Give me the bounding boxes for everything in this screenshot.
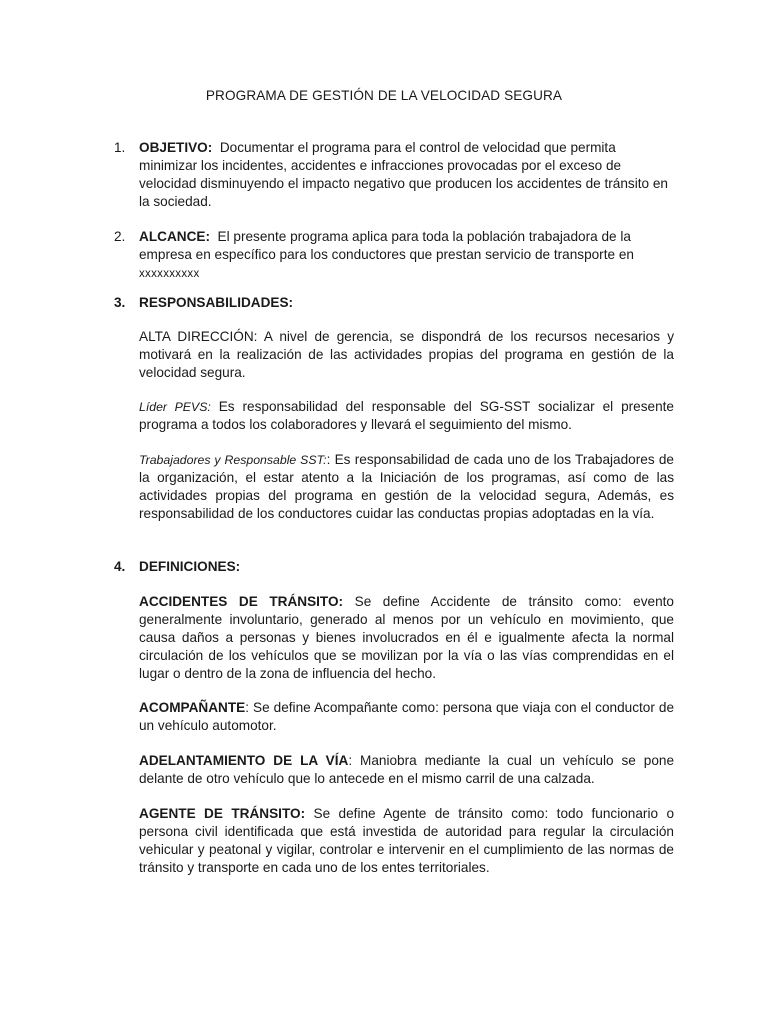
definition-term: ACCIDENTES DE TRÁNSITO: <box>139 594 344 609</box>
section-heading: DEFINICIONES: <box>139 559 241 574</box>
definition-term: ACOMPAÑANTE <box>139 700 246 715</box>
trabajadores-text: : Es responsabilidad de cada uno de los Trabajadores de la organización, el estar atento a la Iniciación de los programas, así como de las actividades propias del programa en gestión de la velocidad segura, Además, es responsabilidad de los conductores cuidar las conductas propias adoptadas en la vía. <box>139 452 674 521</box>
trabajadores-label: Trabajadores y Responsable SST: <box>139 453 327 467</box>
section-text: El presente programa aplica para toda la población trabajadora de la empresa en específico para los conductores que prestan servicio de transporte en <box>139 229 634 262</box>
definition-text: Se define Accidente de tránsito como: evento generalmente involuntario, generado al menos por un vehículo en movimiento, que causa daños a personas y bienes involucrados en él e igualmente afecta la normal circulación de los vehículos que se movilizan por la vía o las vías comprendidas en el lugar o dentro de la zona de influencia del hecho. <box>139 594 674 681</box>
placeholder-text: xxxxxxxxxx <box>139 268 200 280</box>
alta-direccion-paragraph: ALTA DIRECCIÓN: A nivel de gerencia, se dispondrá de los recursos necesarios y motivará en la realización de las actividades propias del programa en gestión de la velocidad segura. <box>139 329 674 380</box>
lider-pevs-label: Líder PEVS: <box>139 400 211 414</box>
definition-acompanante <box>139 699 674 735</box>
trabajadores-paragraph <box>139 451 674 523</box>
definition-term: AGENTE DE TRÁNSITO: <box>139 806 306 821</box>
section-objetivo <box>114 139 674 211</box>
definition-agente <box>139 805 674 877</box>
section-responsabilidades <box>114 294 674 312</box>
definition-text: : Maniobra mediante la cual un vehículo se pone delante de otro vehículo que lo antecede en el mismo carril de una calzada. <box>139 753 675 786</box>
lider-pevs-text: Es responsabilidad del responsable del SG-SST socializar el presente programa a todos los colaboradores y llevará el seguimiento del mismo. <box>139 399 674 432</box>
section-number: 1. <box>114 140 126 155</box>
section-definiciones <box>114 558 674 576</box>
section-number: 4. <box>114 559 126 574</box>
section-number: 2. <box>114 229 126 244</box>
section-heading: ALCANCE: <box>139 229 210 244</box>
section-body <box>139 228 674 283</box>
section-text: Documentar el programa para el control de velocidad que permita minimizar los incidentes, accidentes e infracciones provocadas por el exceso de velocidad disminuyendo el impacto negativo que producen los accidentes de tránsito en la sociedad. <box>139 140 668 209</box>
section-heading: RESPONSABILIDADES: <box>139 295 294 310</box>
definition-text: Se define Agente de tránsito como: todo funcionario o persona civil identificada que está investida de autoridad para regular la circulación vehicular y peatonal y vigilar, controlar e intervenir en el cumplimiento de las normas de tránsito y transporte en cada uno de los entes territoriales. <box>139 806 674 875</box>
definition-accidentes <box>139 593 674 683</box>
section-heading: OBJETIVO: <box>139 140 213 155</box>
definition-adelantamiento <box>139 752 674 788</box>
lider-pevs-paragraph <box>139 398 674 434</box>
section-number: 3. <box>114 295 126 310</box>
definition-term: ADELANTAMIENTO DE LA VÍA <box>139 753 349 768</box>
section-body <box>139 139 674 211</box>
definition-text: : Se define Acompañante como: persona que viaja con el conductor de un vehículo automotor. <box>139 700 674 733</box>
document-title: PROGRAMA DE GESTIÓN DE LA VELOCIDAD SEGURA <box>205 88 563 103</box>
section-alcance <box>114 228 674 283</box>
